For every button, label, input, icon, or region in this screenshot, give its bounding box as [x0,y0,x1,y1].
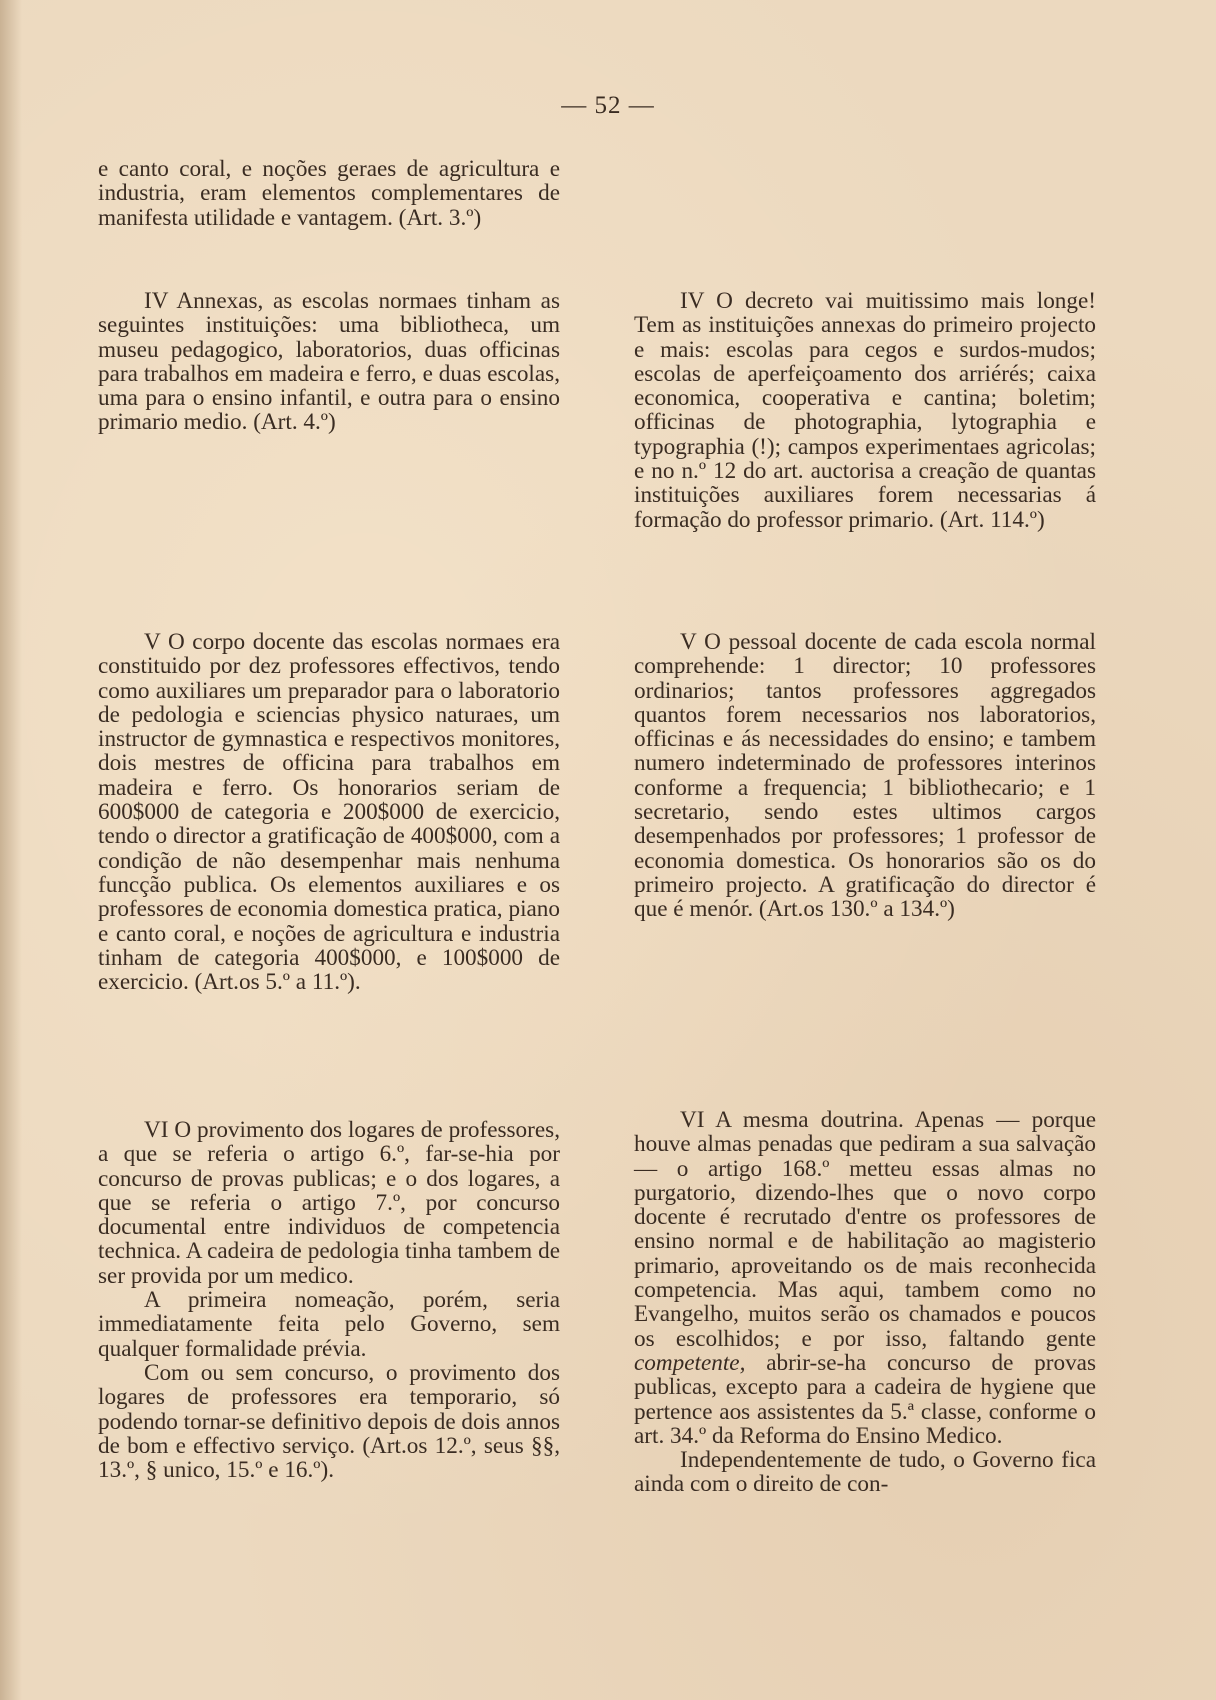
binding-edge [0,0,22,1700]
left-section-vi-paragraph-3: Com ou sem concurso, o provimento dos logares de professores era temporario, só podendo tornar-se definitivo depois de dois annos de bom e effectivo serviço. (Art.os 12.º, seus §§, 13.º, § unico, 15.º e 16.º). [98,1359,560,1484]
right-section-iv-text: IV O decreto vai muitissimo mais longe! Tem as instituições annexas do primeiro projecto e mais: escolas para cegos e surdos-mudos; escolas de aperfeiçoamento dos arriérés; caixa economica, cooperativa e cantina; boletim; officinas de photographia, lytographia e typographia (!); campos experimentaes agricolas; e no n.º 12 do art. auctorisa a creação de quantas instituições auxiliares forem necessarias á formação do professor primario. (Art. 114.º) [634,288,1096,533]
left-intro-paragraph [98,157,560,230]
right-section-vi-paragraph-2: Independentemente de tudo, o Governo fica ainda com o direito de con- [634,1447,1096,1498]
left-section-iv-text: IV Annexas, as escolas normaes tinham as seguintes instituições: uma bibliotheca, um museu pedagogico, laboratorios, duas officinas para trabalhos em madeira e ferro, e duas escolas, uma para o ensino infantil, e outra para o ensino primario medio. (Art. 4.º) [98,288,560,436]
right-section-iv [634,289,1096,532]
left-section-vi [98,1118,560,1482]
left-intro-text: e canto coral, e noções geraes de agricultura e industria, eram elementos complementares de manifesta utilidade e vantagem. (Art. 3.º) [98,156,560,231]
left-section-vi-text: VI O provimento dos logares de professores, a que se referia o artigo 6.º, far-se-hia por concurso de provas publicas; e o dos logares, a que se referia o artigo 7.º, por concurso documental entre individuos de competencia technica. A cadeira de pedologia tinha tambem de ser provida por um medico. [98,1117,560,1289]
left-section-v [98,630,560,994]
right-section-vi [634,1108,1096,1497]
right-section-vi-text-part-2: abrir-se-ha concurso de provas publicas, excepto para a cadeira de hygiene que pertence aos assistentes da 5.ª classe, conforme o art. 34.º da Reforma do Ensino Medico. [634,1349,1096,1449]
page-number: — 52 — [561,92,655,119]
right-section-v-text: V O pessoal docente de cada escola normal comprehende: 1 director; 10 professores ordinarios; tantos professores aggregados quantos forem necessarios nos laboratorios, officinas e ás necessidades do ensino; e tambem numero indeterminado de professores interinos conforme a frequencia; 1 bibliothecario; e 1 secretario, sendo estes ultimos cargos desempenhados por professores; 1 professor de economia domestica. Os honorarios são os do primeiro projecto. A gratificação do director é que é menór. (Art.os 130.º a 134.º) [634,629,1096,923]
right-section-vi-italic-word: competente, [634,1349,746,1376]
left-section-vi-paragraph-2: A primeira nomeação, porém, seria immediatamente feita pelo Governo, sem qualquer formalidade prévia. [98,1287,560,1362]
right-section-v [634,630,1096,922]
left-section-v-text: V O corpo docente das escolas normaes era constituido por dez professores effectivos, tendo como auxiliares um preparador para o laboratorio de pedologia e sciencias physico naturaes, um instructor de gymnastica e respectivos monitores, dois mestres de officina para trabalhos em madeira e ferro. Os honorarios seriam de 600$000 de categoria e 200$000 de exercicio, tendo o director a gratificação de 400$000, com a condição de não desempenhar mais nenhuma funcção publica. Os elementos auxiliares e os professores de economia domestica pratica, piano e canto coral, e noções de agricultura e industria tinham de categoria 400$000, e 100$000 de exercicio. (Art.os 5.º a 11.º). [98,629,560,996]
right-section-vi-text [634,1108,1096,1448]
right-section-vi-text-part-1: VI A mesma doutrina. Apenas — porque houve almas penadas que pediram a sua salvação — o artigo 168.º metteu essas almas no purgatorio, dizendo-lhes que o novo corpo docente é recrutado d'entre os professores de ensino normal e de habilitação ao magisterio primario, aproveitando os de mais reconhecida competencia. Mas aqui, tambem como no Evangelho, muitos serão os chamados e poucos os escolhidos; e por isso, faltando gente [634,1107,1096,1352]
left-section-iv [98,289,560,435]
